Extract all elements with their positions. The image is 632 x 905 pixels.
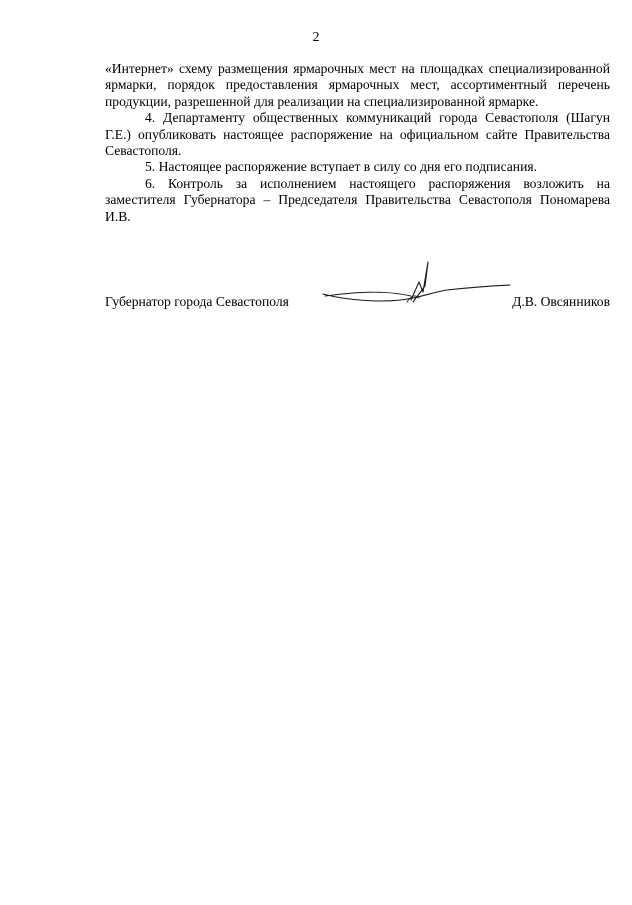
page-number: 2 [312, 30, 320, 45]
paragraph-item-5: 5. Настоящее распоряжение вступает в силу со дня его подписания. [145, 159, 538, 175]
paragraph-item-4: 4. Департаменту общественных коммуникаций города Севастополя (Шагун Г.Е.) опубликовать настоящее распоряжение на официальном сайте Правительства Севастополя. [105, 110, 610, 159]
document-body [105, 61, 610, 225]
paragraph-continuation: «Интернет» схему размещения ярмарочных мест на площадках специализированной ярмарки, порядок предоставления ярмарочных мест, ассортиментный перечень продукции, разрешенной для реализации на специализированной ярмарке. [105, 61, 610, 109]
signature-block [105, 294, 610, 314]
signatory-position: Губернатор города Севастополя [105, 294, 289, 309]
signatory-name: Д.В. Овсянников [512, 294, 610, 309]
paragraph-item-6: 6. Контроль за исполнением настоящего распоряжения возложить на заместителя Губернатора – Председателя Правительства Севастополя Пономарева И.В. [105, 175, 610, 224]
